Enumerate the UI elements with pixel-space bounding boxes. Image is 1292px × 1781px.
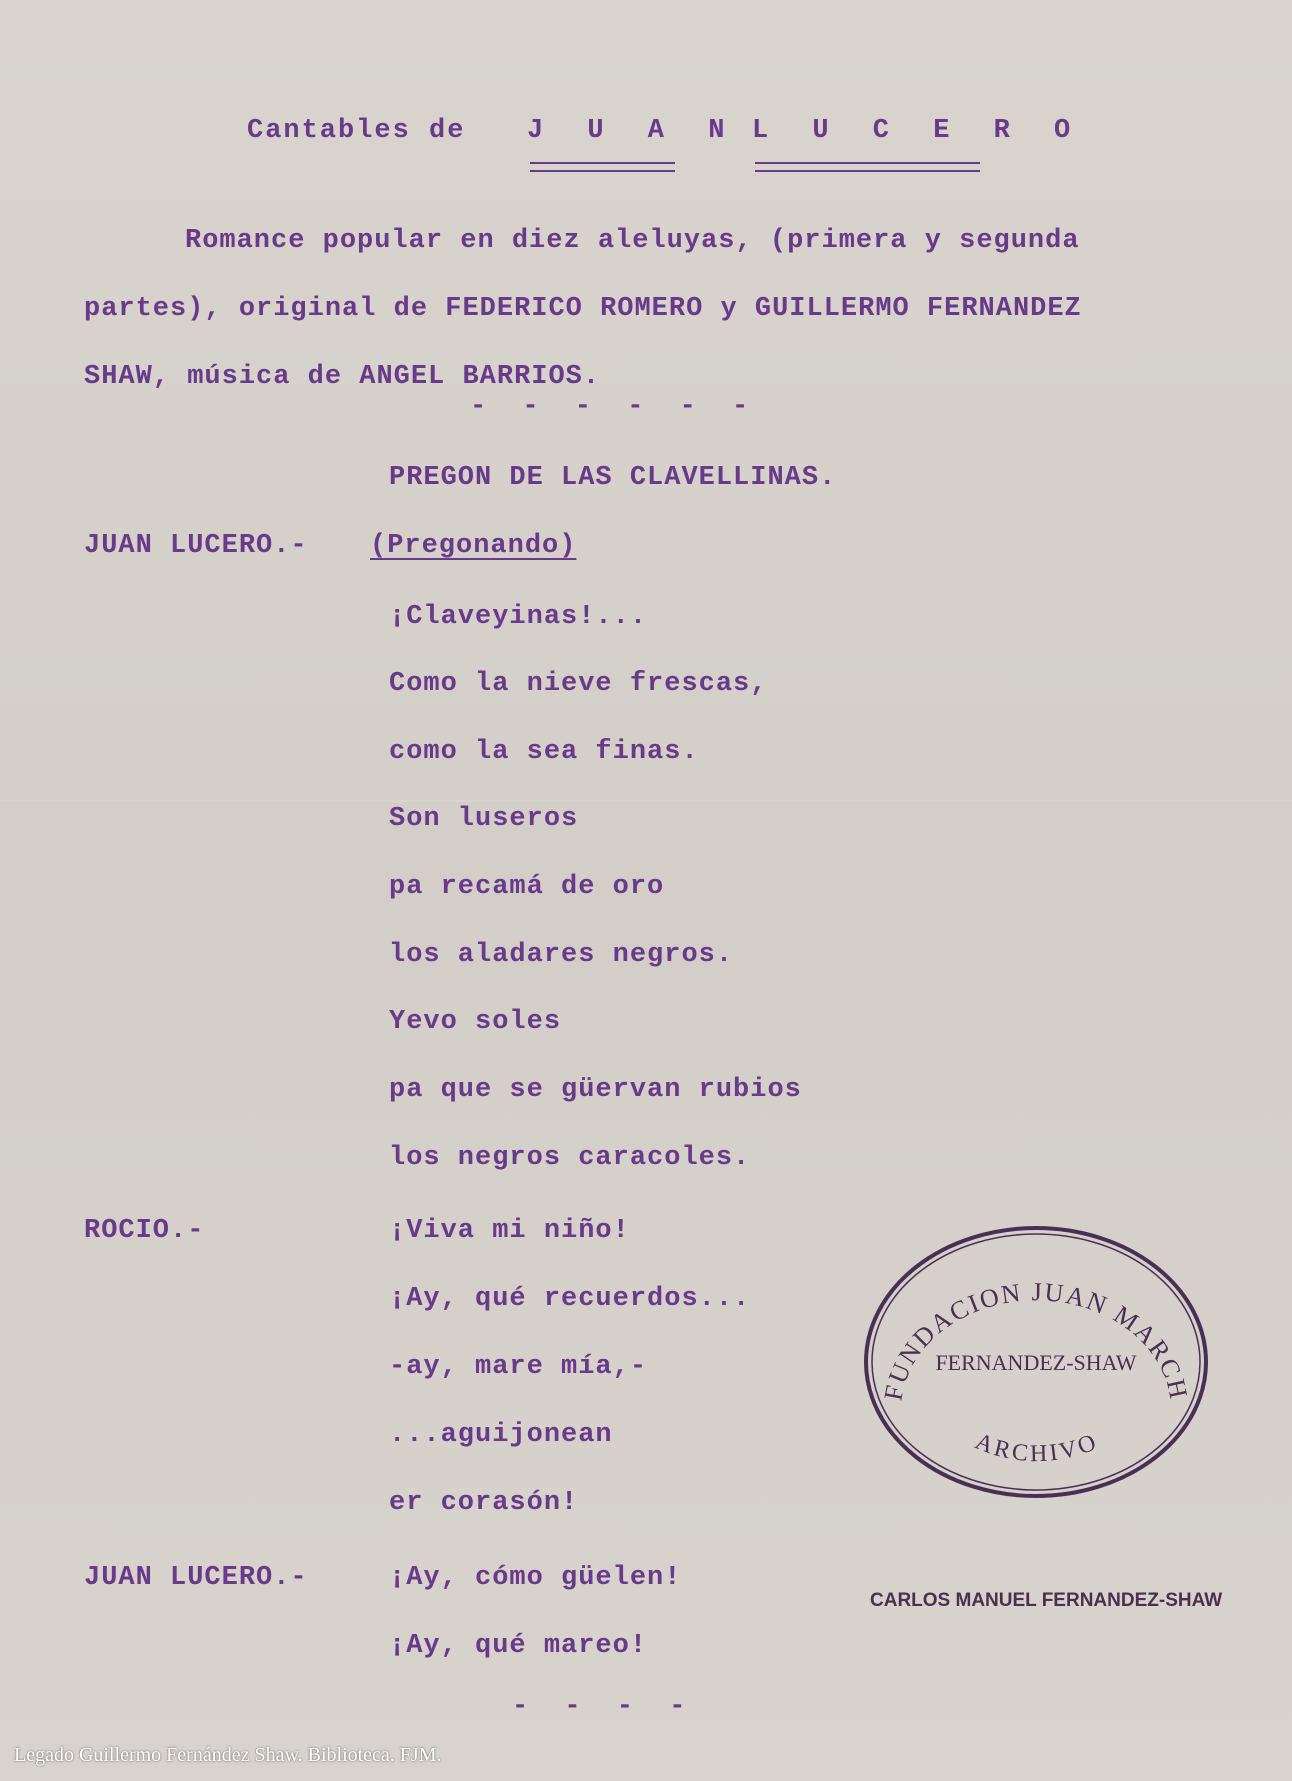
verse-line: -ay, mare mía,- xyxy=(389,1352,648,1382)
verse-line: ¡Claveyinas!... xyxy=(389,602,648,632)
separator-top: - - - - - - xyxy=(470,392,759,422)
verse-line: ¡Viva mi niño! xyxy=(389,1216,630,1246)
stamp-center-text: FERNANDEZ-SHAW xyxy=(935,1350,1137,1375)
speaker-juan-lucero: JUAN LUCERO.- xyxy=(84,1563,308,1593)
title-word-lucero: L U C E R O xyxy=(752,116,1085,146)
signature-stamp: CARLOS MANUEL FERNANDEZ-SHAW xyxy=(870,1590,1223,1611)
stamp-bottom-text: ARCHIVO xyxy=(971,1428,1103,1468)
intro-line-2: partes), original de FEDERICO ROMERO y GUILLERMO FERNANDEZ xyxy=(84,294,1082,324)
title-word-juan: J U A N xyxy=(527,116,739,146)
verse-line: ¡Ay, qué recuerdos... xyxy=(389,1284,751,1314)
verse-line: Yevo soles xyxy=(389,1007,562,1037)
verse-line: ¡Ay, cómo güelen! xyxy=(389,1563,682,1593)
stamp-ring-text: FUNDACION JUAN MARCH xyxy=(878,1277,1194,1403)
verse-line: pa recamá de oro xyxy=(389,872,665,902)
archive-stamp xyxy=(862,1222,1210,1502)
separator-bottom: - - - - xyxy=(512,1692,696,1722)
verse-line: los negros caracoles. xyxy=(389,1143,751,1173)
verse-line: como la sea finas. xyxy=(389,737,699,767)
title-prefix: Cantables de xyxy=(247,116,466,146)
speaker-juan-lucero: JUAN LUCERO.- xyxy=(84,531,308,561)
intro-line-3: SHAW, música de ANGEL BARRIOS. xyxy=(84,362,601,392)
verse-line: los aladares negros. xyxy=(389,940,734,970)
intro-line-1: Romance popular en diez aleluyas, (primera y segunda xyxy=(185,226,1080,256)
footer-credit: Legado Guillermo Fernández Shaw. Biblioteca. FJM. xyxy=(14,1744,442,1766)
verse-line: Son luseros xyxy=(389,804,579,834)
verse-line: ¡Ay, qué mareo! xyxy=(389,1631,648,1661)
verse-line: pa que se güervan rubios xyxy=(389,1075,802,1105)
verse-line: ...aguijonean xyxy=(389,1420,613,1450)
verse-line: Como la nieve frescas, xyxy=(389,669,768,699)
title-underline-lucero xyxy=(755,162,980,172)
section-title: PREGON DE LAS CLAVELLINAS. xyxy=(389,463,837,493)
speaker-rocio: ROCIO.- xyxy=(84,1216,205,1246)
verse-line: er corasón! xyxy=(389,1488,579,1518)
stage-direction: (Pregonando) xyxy=(370,531,577,561)
paper-fold xyxy=(0,800,1292,802)
title-underline-juan xyxy=(530,162,675,172)
